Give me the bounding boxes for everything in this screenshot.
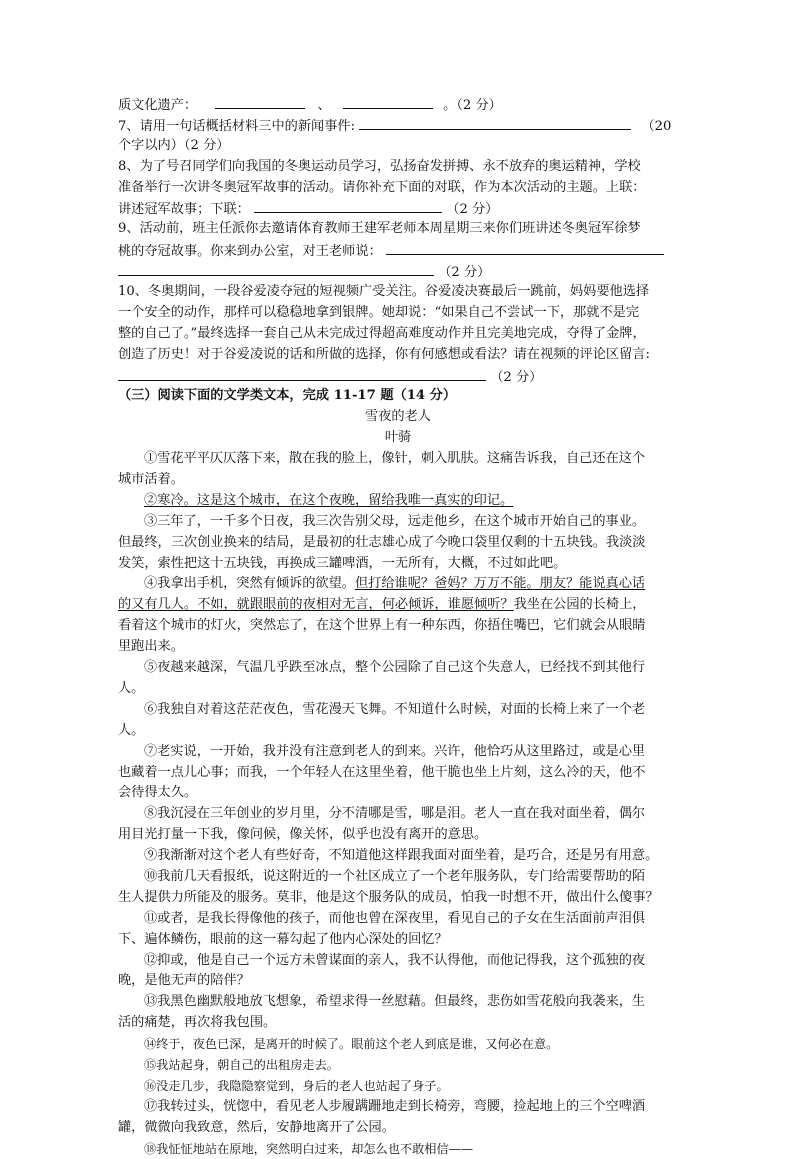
paragraph-4 bbox=[118, 574, 678, 595]
paragraph-11: ⑪或者，是我长得像他的孩子，而他也曾在深夜里，看见自己的子女在生活面前声泪俱 bbox=[144, 910, 646, 926]
paragraph-8: ⑧我沉浸在三年创业的岁月里，分不清哪是雪，哪是泪。老人一直在我对面坐着，偶尔 bbox=[144, 806, 646, 822]
paragraph-4-cont: 里跑出来。 bbox=[118, 639, 184, 655]
answer-blank[interactable] bbox=[215, 94, 305, 109]
q9-score: （2 分） bbox=[438, 265, 491, 281]
q9-text: 桃的夺冠故事。你来到办公室，对王老师说： bbox=[118, 244, 382, 260]
paragraph-16: ⑯没走几步，我隐隐察觉到，身后的老人也站起了身子。 bbox=[144, 1078, 449, 1093]
answer-blank[interactable] bbox=[359, 115, 631, 130]
paragraph-18: ⑱我怔怔地站在原地，突然明白过来，却怎么也不敢相信—— bbox=[144, 1141, 474, 1156]
paragraph-1: ①雪花平平仄仄落下来，散在我的脸上，像针，刺入肌肤。这痛告诉我，自己还在这个 bbox=[144, 451, 646, 467]
q10-score: （2 分） bbox=[490, 369, 543, 385]
story-author: 叶骑 bbox=[384, 430, 412, 446]
paragraph-1-cont: 城市活着。 bbox=[118, 472, 184, 488]
q9-line-1: 9、活动前，班主任派你去邀请体育教师王建军老师本周星期三来你们班讲述冬奥冠军徐梦 bbox=[118, 221, 641, 237]
paragraph-11-cont: 下、遍体鳞伤，眼前的这一幕勾起了他内心深处的回忆？ bbox=[118, 931, 448, 947]
q10-line-2: 一个安全的动作，那样可以稳稳地拿到银牌。她却说：“如果自己不尝试一下，那就不是完 bbox=[118, 304, 640, 320]
q9-line-2 bbox=[118, 240, 678, 261]
q8-score: （2 分） bbox=[446, 202, 499, 218]
q8-line-2: 准备举行一次讲冬奥冠军故事的活动。请你补充下面的对联，作为本次活动的主题。上联： bbox=[118, 179, 646, 195]
paragraph-9: ⑨我渐渐对这个老人有些好奇，不知道他这样跟我面对面坐着，是巧合，还是另有用意。 bbox=[144, 848, 659, 864]
paragraph-15: ⑮我站起身，朝自己的出租房走去。 bbox=[144, 1057, 339, 1072]
underlined-sentence: 的又有几人。不如，就跟眼前的夜相对无言，何必倾诉，谁愿倾听？ bbox=[118, 597, 514, 613]
paragraph-4-text: 我坐在公园的长椅上， bbox=[513, 597, 646, 613]
q6-sep: 、 bbox=[317, 98, 331, 113]
paragraph-4-cont bbox=[118, 595, 678, 616]
paragraph-7-cont: 会待得太久。 bbox=[118, 785, 198, 801]
answer-blank[interactable] bbox=[386, 240, 664, 255]
paragraph-5-cont: 人。 bbox=[118, 680, 145, 696]
q10-line-3: 整的自己了。”最终选择一套自己从未完成过得超高难度动作并且完美地完成，夺得了金牌， bbox=[118, 325, 646, 341]
paragraph-4-text: ④我拿出手机，突然有倾诉的欲望。 bbox=[144, 576, 355, 592]
paragraph-3-cont: 但最终，三次创业换来的结局，是最初的壮志雄心成了今晚口袋里仅剩的十五块钱。我淡淡 bbox=[118, 534, 646, 550]
answer-blank[interactable] bbox=[343, 94, 433, 109]
paragraph-5: ⑤夜越来越深，气温几乎跌至冰点，整个公园除了自己这个失意人，已经找不到其他行 bbox=[144, 660, 646, 676]
q7-text: 7、请用一句话概括材料三中的新闻事件: bbox=[118, 118, 356, 134]
paragraph-17: ⑰我转过头，恍惚中，看见老人步履蹒跚地走到长椅旁，弯腰，捡起地上的三个空啤酒 bbox=[144, 1098, 646, 1114]
paragraph-12-cont: 晚，是他无声的陪伴？ bbox=[118, 973, 250, 989]
q10-line-4: 创造了历史！对于谷爱凌说的话和所做的选择，你有何感想或看法？请在视频的评论区留言: bbox=[118, 346, 650, 362]
underlined-sentence: ②寒冷。这是这个城市，在这个夜晚，留给我唯一真实的印记。 bbox=[144, 492, 514, 508]
paragraph-14: ⑭终于，夜色已深，是离开的时候了。眼前这个老人到底是谁，又何必在意。 bbox=[144, 1037, 559, 1052]
q7-score-a: （20 bbox=[641, 118, 672, 134]
paragraph-12: ⑫抑或，他是自己一个远方未曾谋面的亲人，我不认得他，而他记得我，这个孤独的夜 bbox=[144, 952, 646, 968]
section-heading: （三）阅读下面的文学类文本，完成 11-17 题（14 分） bbox=[118, 388, 457, 404]
story-title: 雪夜的老人 bbox=[365, 409, 431, 425]
q9-line-3 bbox=[118, 261, 678, 282]
paragraph-7-cont: 也藏着一点儿心事；而我，一个年轻人在这里坐着，他干脆也坐上片刻，这么冷的天，他不 bbox=[118, 764, 646, 780]
paragraph-17-cont: 罐，微微向我致意，然后，安静地离开了公园。 bbox=[118, 1119, 395, 1135]
q10-line-5 bbox=[118, 366, 678, 387]
underlined-sentence: 但打给谁呢？爸妈？万万不能。朋友？能说真心话 bbox=[355, 576, 646, 592]
q8-text: 讲述冠军故事；下联： bbox=[118, 202, 250, 218]
paragraph-3-cont: 发笑，索性把这十五块钱，再换成三罐啤酒，一无所有，大概，不过如此吧。 bbox=[118, 555, 567, 571]
paragraph-10-cont: 生人提供力所能及的服务。莫非，他是这个服务队的成员，怕我一时想不开，做出什么傻事？ bbox=[118, 889, 659, 905]
paragraph-13: ⑬我黑色幽默般地放飞想象，希望求得一丝慰藉。但最终，悲伤如雪花般向我袭来，生 bbox=[144, 994, 646, 1010]
q10-line-1: 10、冬奥期间，一段谷爱凌夺冠的短视频广受关注。谷爱凌决赛最后一跳前，妈妈要他选择 bbox=[118, 284, 650, 300]
paragraph-3: ③三年了，一千多个日夜，我三次告别父母，远走他乡，在这个城市开始自己的事业。 bbox=[144, 513, 646, 529]
q6-prefix: 质文化遗产： bbox=[118, 98, 198, 113]
paragraph-10: ⑩我前几天看报纸，说这附近的一个社区成立了一个老年服务队，专门给需要帮助的陌 bbox=[144, 868, 646, 884]
answer-blank[interactable] bbox=[118, 261, 434, 276]
document-page bbox=[118, 94, 678, 1159]
paragraph-4-cont: 看着这个城市的灯火，突然忘了，在这个世界上有一种东西，你捂住嘴巴，它们就会从眼睛 bbox=[118, 618, 646, 634]
q6-suffix: 。（2 分） bbox=[443, 98, 502, 113]
q7-line-2: 个字以内）（2 分） bbox=[118, 137, 230, 153]
q7-line bbox=[118, 115, 678, 136]
paragraph-13-cont: 活的痛楚，再次将我包围。 bbox=[118, 1015, 277, 1031]
paragraph-6-cont: 人。 bbox=[118, 722, 145, 738]
paragraph-8-cont: 用目光打量一下我，像问候，像关怀，似乎也没有离开的意思。 bbox=[118, 827, 488, 843]
answer-blank[interactable] bbox=[118, 366, 486, 381]
answer-blank[interactable] bbox=[254, 198, 442, 213]
q8-line-3 bbox=[118, 198, 678, 219]
q8-line-1: 8、为了号召同学们向我国的冬奥运动员学习，弘扬奋发拼搏、永不放弃的奥运精神，学校 bbox=[118, 158, 641, 174]
q6-line bbox=[118, 94, 678, 115]
paragraph-2 bbox=[118, 491, 678, 512]
paragraph-7: ⑦老实说，一开始，我并没有注意到老人的到来。兴许，他恰巧从这里路过，或是心里 bbox=[144, 743, 646, 759]
paragraph-6: ⑥我独自对着这茫茫夜色，雪花漫天飞舞。不知道什么时候，对面的长椅上来了一个老 bbox=[144, 701, 646, 717]
